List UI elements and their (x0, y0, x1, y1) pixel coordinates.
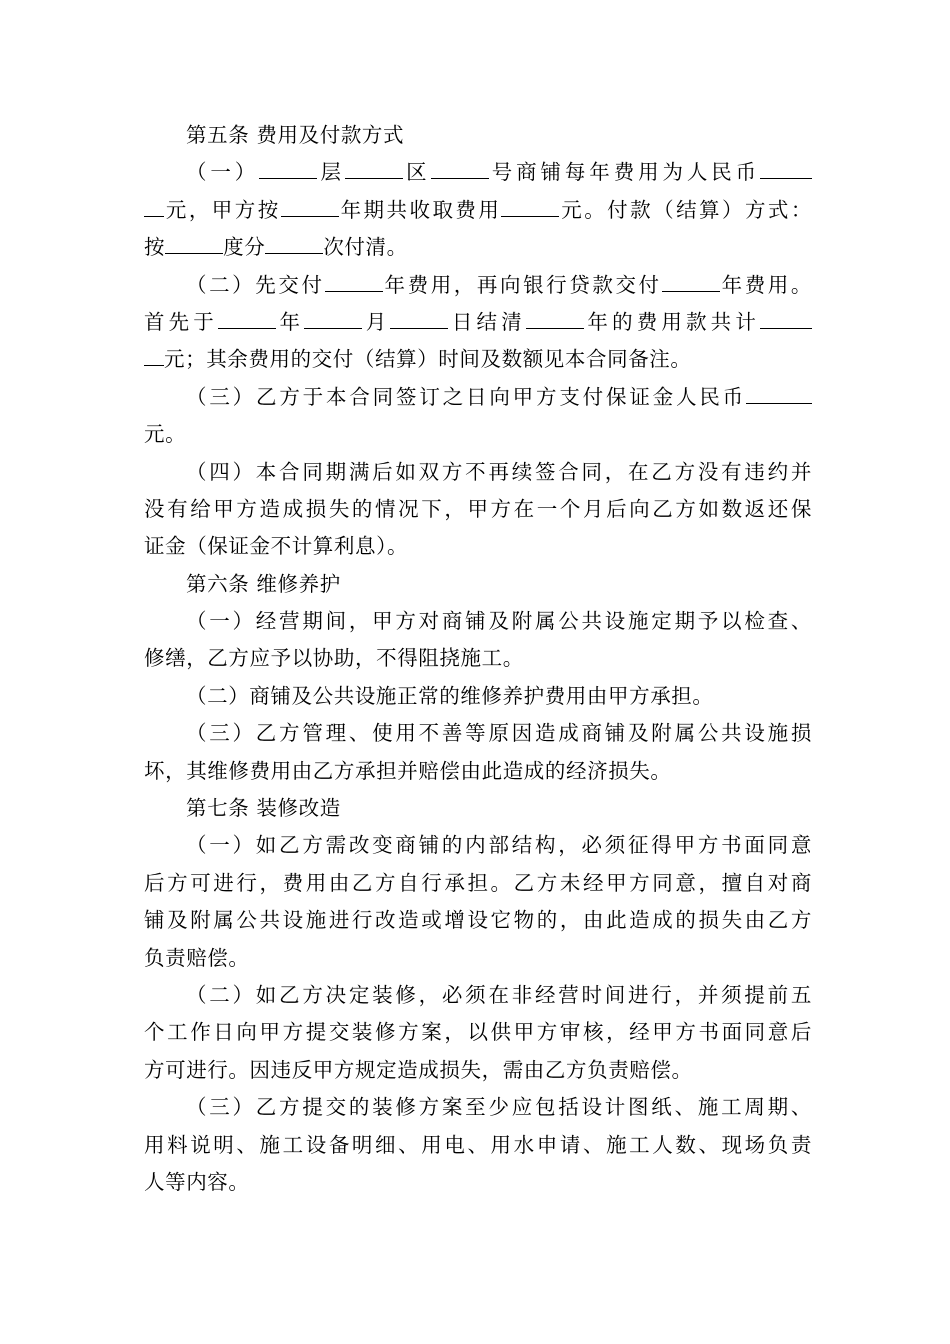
article-7-para-1-line-3 (144, 902, 812, 939)
blank-field (144, 196, 164, 216)
text-segment: 元。 (144, 422, 187, 447)
article-5-para-1-line-1 (144, 154, 812, 191)
text-segment: 元；其余费用的交付（结算）时间及数额见本合同备注。 (164, 347, 692, 372)
article-6-para-1-line-2 (144, 640, 812, 677)
article-5-para-1-line-3 (144, 229, 812, 266)
blank-field (165, 234, 223, 254)
blank-field (431, 159, 489, 179)
article-5-para-4-line-1 (144, 454, 812, 491)
blank-field (281, 196, 339, 216)
article-6-para-1-line-1 (144, 603, 812, 640)
text-segment: 年费用。 (719, 272, 812, 297)
text-segment: 后方可进行，费用由乙方自行承担。乙方未经甲方同意，擅自对商 (144, 870, 812, 895)
heading-text: 第七条 装修改造 (186, 796, 341, 821)
text-segment: 人等内容。 (144, 1169, 250, 1194)
text-segment: （三）乙方管理、使用不善等原因造成商铺及附属公共设施损 (186, 721, 812, 746)
text-segment: （一）经营期间，甲方对商铺及附属公共设施定期予以检查、 (186, 609, 812, 634)
text-segment: 月 (362, 309, 391, 334)
text-segment: 度分 (223, 235, 266, 260)
blank-field (218, 308, 276, 328)
article-7-para-3-line-1 (144, 1089, 812, 1126)
text-segment: 元。付款（结算）方式： (559, 197, 813, 222)
article-5-para-1-line-2 (144, 192, 812, 229)
blank-field (265, 234, 323, 254)
article-7-para-1-line-2 (144, 865, 812, 902)
blank-field (746, 383, 812, 403)
text-segment: 负责赔偿。 (144, 945, 250, 970)
article-7-heading (144, 790, 812, 827)
blank-field (304, 308, 362, 328)
text-segment: 元，甲方按 (164, 197, 281, 222)
text-segment: 证金（保证金不计算利息）。 (144, 534, 409, 559)
text-segment: （二）如乙方决定装修，必须在非经营时间进行，并须提前五 (186, 982, 812, 1007)
blank-field (345, 159, 403, 179)
document-body (144, 117, 812, 1201)
article-6-para-2-line-1 (144, 678, 812, 715)
text-segment: （二）先交付 (186, 272, 325, 297)
article-5-para-3-line-1 (144, 379, 812, 416)
article-7-para-1-line-4 (144, 940, 812, 977)
text-segment: （一）如乙方需改变商铺的内部结构，必须征得甲方书面同意 (186, 833, 812, 858)
text-segment: 铺及附属公共设施进行改造或增设它物的，由此造成的损失由乙方 (144, 908, 812, 933)
text-segment: （三）乙方提交的装修方案至少应包括设计图纸、施工周期、 (186, 1095, 812, 1120)
text-segment: 次付清。 (323, 235, 408, 260)
text-segment: 层 (317, 160, 345, 185)
article-7-para-3-line-3 (144, 1164, 812, 1201)
blank-field (325, 271, 383, 291)
text-segment: 年期共收取费用 (338, 197, 502, 222)
article-5-para-4-line-3 (144, 528, 812, 565)
article-5-para-2-line-1 (144, 267, 812, 304)
text-segment: 用料说明、施工设备明细、用电、用水申请、施工人数、现场负责 (144, 1132, 812, 1157)
text-segment: 年的费用款共计 (583, 309, 760, 334)
text-segment: 坏，其维修费用由乙方承担并赔偿由此造成的经济损失。 (144, 758, 672, 783)
text-segment: 个工作日向甲方提交装修方案，以供甲方审核，经甲方书面同意后 (144, 1020, 812, 1045)
blank-field (144, 346, 164, 366)
article-7-para-2-line-3 (144, 1052, 812, 1089)
article-6-para-3-line-1 (144, 715, 812, 752)
blank-field (501, 196, 559, 216)
article-6-para-3-line-2 (144, 753, 812, 790)
text-segment: 区 (402, 160, 431, 185)
text-segment: 没有给甲方造成损失的情况下，甲方在一个月后向乙方如数返还保 (144, 496, 812, 521)
article-5-para-3-line-2 (144, 416, 812, 453)
blank-field (760, 159, 812, 179)
article-6-heading (144, 566, 812, 603)
text-segment: 年费用，再向银行贷款交付 (382, 272, 662, 297)
blank-field (760, 308, 812, 328)
text-segment: 修缮，乙方应予以协助，不得阻挠施工。 (144, 646, 524, 671)
text-segment: 按 (144, 235, 166, 260)
article-5-para-2-line-2 (144, 304, 812, 341)
text-segment: 号商铺每年费用为人民币 (488, 160, 760, 185)
text-segment: （一） (186, 160, 260, 185)
blank-field (662, 271, 720, 291)
heading-text: 第六条 维修养护 (186, 571, 341, 596)
blank-field (259, 159, 317, 179)
article-7-para-1-line-1 (144, 827, 812, 864)
article-5-para-4-line-2 (144, 491, 812, 528)
text-segment: 年 (275, 309, 305, 334)
article-7-para-2-line-2 (144, 1014, 812, 1051)
article-5-heading (144, 117, 812, 154)
text-segment: 首先于 (144, 309, 218, 334)
article-7-para-2-line-1 (144, 977, 812, 1014)
text-segment: 日结清 (448, 309, 526, 334)
text-segment: （三）乙方于本合同签订之日向甲方支付保证金人民币 (186, 384, 746, 409)
blank-field (526, 308, 584, 328)
text-segment: （二）商铺及公共设施正常的维修养护费用由甲方承担。 (186, 683, 714, 708)
blank-field (390, 308, 448, 328)
text-segment: （四）本合同期满后如双方不再续签合同，在乙方没有违约并 (186, 459, 812, 484)
text-segment: 方可进行。因违反甲方规定造成损失，需由乙方负责赔偿。 (144, 1057, 693, 1082)
heading-text: 第五条 费用及付款方式 (186, 123, 405, 147)
article-5-para-2-line-3 (144, 341, 812, 378)
article-7-para-3-line-2 (144, 1127, 812, 1164)
